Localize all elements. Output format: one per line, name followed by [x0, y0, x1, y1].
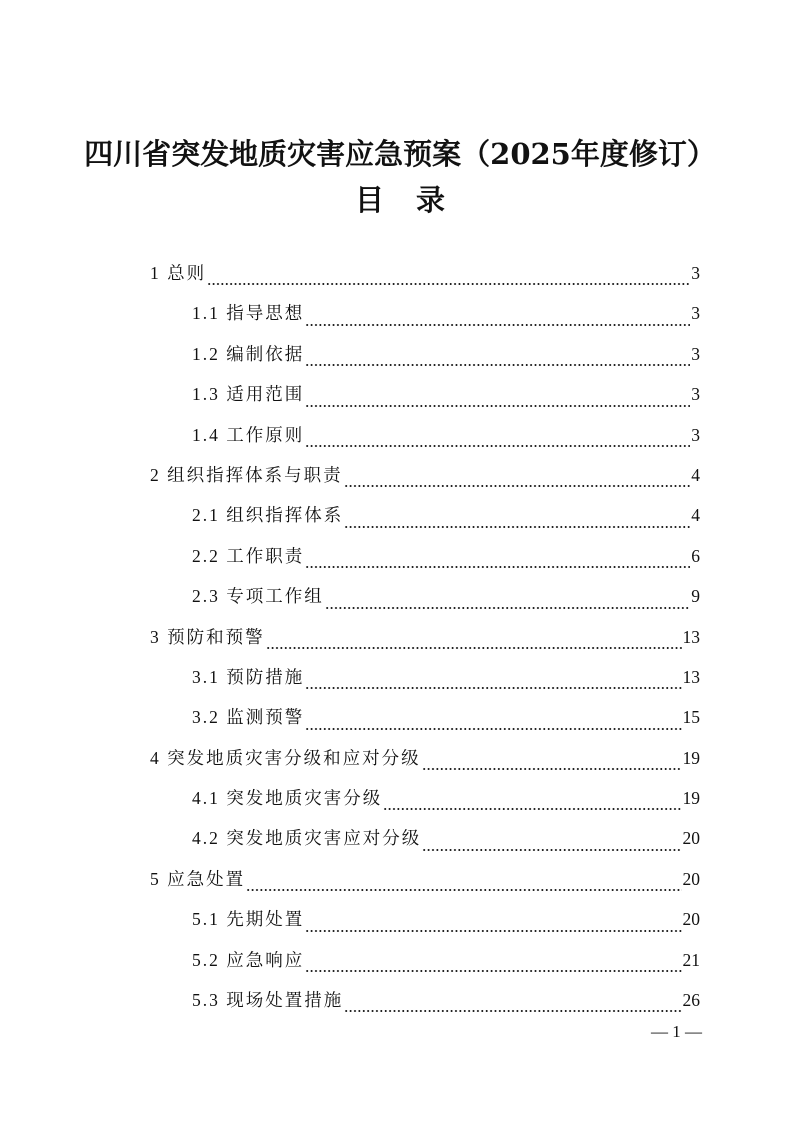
dot-leader [305, 363, 690, 367]
toc-entry-page: 3 [691, 384, 700, 405]
dot-leader [266, 646, 682, 650]
toc-entry-label: 3.1 预防措施 [192, 666, 305, 687]
dot-leader [305, 969, 681, 973]
toc-entry-label: 3.2 监测预警 [192, 707, 305, 728]
dot-leader [344, 1009, 681, 1013]
toc-entry-page: 15 [682, 707, 700, 728]
toc-entry-page: 4 [691, 505, 700, 526]
toc-entry-page: 21 [682, 949, 700, 970]
document-title: 四川省突发地质灾害应急预案（2025年度修订） [84, 137, 716, 171]
toc-entry[interactable] [150, 702, 700, 742]
toc-entry-page: 20 [682, 909, 700, 930]
toc-entry[interactable] [150, 500, 700, 540]
dot-leader [422, 767, 682, 771]
toc-entry-page: 6 [691, 545, 700, 566]
toc-entry[interactable] [150, 541, 700, 581]
toc-entry[interactable] [150, 743, 700, 783]
toc-entry[interactable] [150, 945, 700, 985]
toc-entry[interactable] [150, 823, 700, 863]
toc-entry-label: 1.3 适用范围 [192, 384, 305, 405]
toc-entry-page: 13 [682, 666, 700, 687]
page-number: — 1 — [651, 1022, 702, 1041]
toc-entry-page: 3 [691, 263, 700, 283]
toc-entry[interactable] [150, 864, 700, 904]
toc-entry-label: 1 总则 [150, 263, 207, 283]
dot-leader [344, 484, 691, 488]
dot-leader [344, 525, 690, 529]
dot-leader [246, 888, 681, 892]
toc-entry[interactable] [150, 258, 700, 298]
toc-entry[interactable] [150, 379, 700, 419]
toc-entry[interactable] [150, 904, 700, 944]
toc-entry-page: 13 [682, 626, 700, 647]
toc-entry-page: 4 [691, 464, 700, 485]
toc-entry-label: 2 组织指挥体系与职责 [150, 464, 343, 485]
toc-entry-label: 2.3 专项工作组 [192, 586, 324, 607]
toc-entry-page: 9 [691, 586, 700, 607]
dot-leader [305, 727, 681, 731]
toc-entry[interactable] [150, 622, 700, 662]
toc-entry-label: 2.1 组织指挥体系 [192, 505, 344, 526]
toc-entry-page: 26 [682, 990, 700, 1011]
toc-entry-label: 4.2 突发地质灾害应对分级 [192, 828, 422, 849]
dot-leader [305, 404, 690, 408]
dot-leader [305, 565, 690, 569]
dot-leader [305, 323, 690, 327]
toc-entry-label: 2.2 工作职责 [192, 545, 305, 566]
toc-entry[interactable] [150, 985, 700, 1025]
toc-entry[interactable] [150, 783, 700, 823]
toc-entry-page: 3 [691, 424, 700, 445]
toc-entry-label: 3 预防和预警 [150, 626, 265, 647]
toc-entry-label: 4 突发地质灾害分级和应对分级 [150, 747, 421, 768]
toc-heading [0, 180, 800, 220]
toc-entry-page: 3 [691, 343, 700, 364]
toc-entry[interactable] [150, 339, 700, 379]
table-of-contents [150, 258, 700, 1025]
dot-leader [305, 444, 690, 448]
toc-entry[interactable] [150, 298, 700, 338]
dot-leader [305, 929, 681, 933]
dot-leader [325, 606, 691, 610]
dot-leader [207, 282, 690, 286]
toc-entry-label: 4.1 突发地质灾害分级 [192, 788, 383, 809]
toc-heading-char: 录 [416, 183, 446, 217]
toc-entry-page: 20 [682, 868, 700, 889]
toc-heading-char: 目 [354, 183, 384, 217]
toc-entry-label: 5.1 先期处置 [192, 909, 305, 930]
toc-entry-page: 20 [682, 828, 700, 849]
toc-entry[interactable] [150, 460, 700, 500]
toc-entry[interactable] [150, 662, 700, 702]
toc-entry-label: 5.3 现场处置措施 [192, 990, 344, 1011]
dot-leader [383, 807, 681, 811]
toc-entry[interactable] [150, 581, 700, 621]
toc-entry-page: 19 [682, 747, 700, 768]
toc-entry-label: 1.1 指导思想 [192, 303, 305, 324]
toc-entry-label: 1.4 工作原则 [192, 424, 305, 445]
toc-entry-label: 5 应急处置 [150, 868, 246, 889]
toc-entry-label: 5.2 应急响应 [192, 949, 305, 970]
toc-entry-page: 3 [691, 303, 700, 324]
toc-entry-label: 1.2 编制依据 [192, 343, 305, 364]
toc-entry[interactable] [150, 420, 700, 460]
dot-leader [422, 848, 681, 852]
dot-leader [305, 686, 681, 690]
toc-entry-page: 19 [682, 788, 700, 809]
